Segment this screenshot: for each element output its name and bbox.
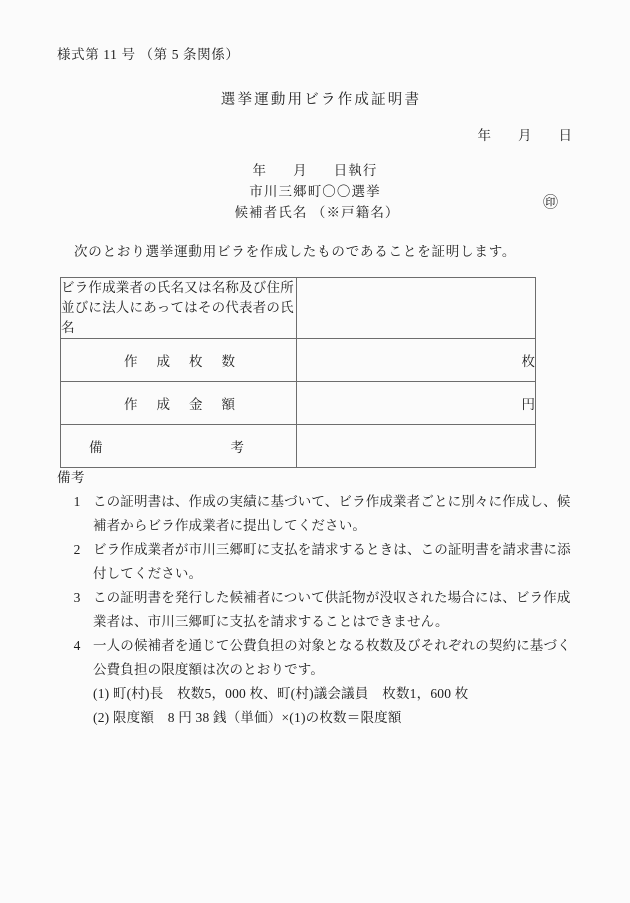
vendor-label-line-3: 名 (61, 320, 75, 335)
note-4-line-1: 一人の候補者を通じて公費負担の対象となる枚数及びそれぞれの契約に基づく (93, 638, 571, 653)
table-row (61, 339, 536, 382)
sheet-count-label-cell (61, 339, 297, 382)
remarks-label-cell (61, 425, 297, 468)
note-item-2 (57, 538, 587, 586)
note-item-3 (57, 586, 587, 634)
vendor-value-cell[interactable] (297, 278, 536, 339)
form-number: 様式第 11 号 （第 5 条関係） (57, 47, 240, 62)
remarks-label-first: 備 (89, 440, 103, 455)
table-row (61, 382, 536, 425)
issue-date-day: 日 (558, 128, 573, 143)
candidate-name-label: 候補者氏名 （※戸籍名） (234, 205, 400, 220)
note-4-line-2: 公費負担の限度額は次のとおりです。 (93, 662, 324, 677)
note-1-line-1: この証明書は、作成の実績に基づいて、ビラ作成業者ごとに別々に作成し、候 (93, 494, 571, 509)
amount-value-cell[interactable]: 円 (297, 382, 536, 425)
certificate-table (60, 277, 536, 468)
issue-date-line (478, 124, 574, 144)
note-item-4 (57, 634, 587, 682)
note-body-2 (86, 538, 587, 586)
amount-label-cell (61, 382, 297, 425)
issue-date-month: 月 (518, 128, 533, 143)
seal-icon: ㊞ (543, 195, 559, 211)
execution-year: 年 (252, 163, 268, 178)
note-body-1 (86, 490, 587, 538)
note-body-4 (86, 634, 587, 682)
note-body-3 (86, 586, 587, 634)
note-1-line-2: 補者からビラ作成業者に提出してください。 (93, 518, 366, 533)
municipality-election-name: 市川三郷町〇〇選挙 (249, 184, 381, 199)
sheet-count-value-cell[interactable]: 枚 (297, 339, 536, 382)
table-row (61, 278, 536, 339)
notes-heading: 備考 (57, 470, 85, 485)
vendor-label-line-2: 並びに法人にあってはその代表者の氏 (61, 300, 294, 315)
note-2-line-2: 付してください。 (93, 566, 203, 581)
note-number-2: 2 (73, 542, 81, 557)
remarks-value-cell[interactable] (297, 425, 536, 468)
sheet-count-label: 作成枚数 (124, 354, 254, 369)
note-4-sub-list (93, 682, 587, 730)
vendor-label-line-1: ビラ作成業者の氏名又は名称及び住所 (61, 280, 294, 295)
remarks-label-last: 考 (230, 440, 244, 455)
table-row (61, 425, 536, 468)
certification-sentence: 次のとおり選挙運動用ビラを作成したものであることを証明します。 (74, 244, 517, 259)
note-3-line-1: この証明書を発行した候補者について供託物が没収された場合には、ビラ作成 (93, 590, 571, 605)
note-item-1 (57, 490, 587, 538)
election-info-block (0, 160, 630, 223)
execution-month: 月 (293, 163, 308, 178)
note-4-sub-item-1: (1) 町(村)長 枚数5，000 枚、町(村)議会議員 枚数1，600 枚 (93, 686, 469, 701)
note-3-line-2: 業者は、市川三郷町に支払を請求することはできません。 (93, 614, 449, 629)
note-4-sub-item-2: (2) 限度額 8 円 38 銭（単価）×(1)の枚数＝限度額 (93, 710, 402, 725)
execution-day-suffix: 日執行 (333, 163, 378, 178)
note-number-1: 1 (73, 494, 81, 509)
execution-date-line (0, 160, 630, 181)
page-title: 選挙運動用ビラ作成証明書 (220, 92, 422, 108)
amount-label: 作成金額 (124, 397, 254, 412)
vendor-label-cell (61, 278, 297, 339)
note-number-4: 4 (73, 638, 81, 653)
issue-date-year: 年 (477, 128, 492, 143)
notes-section (57, 466, 587, 730)
note-2-line-1: ビラ作成業者が市川三郷町に支払を請求するときは、この証明書を請求書に添 (93, 542, 571, 557)
note-number-3: 3 (73, 590, 81, 605)
